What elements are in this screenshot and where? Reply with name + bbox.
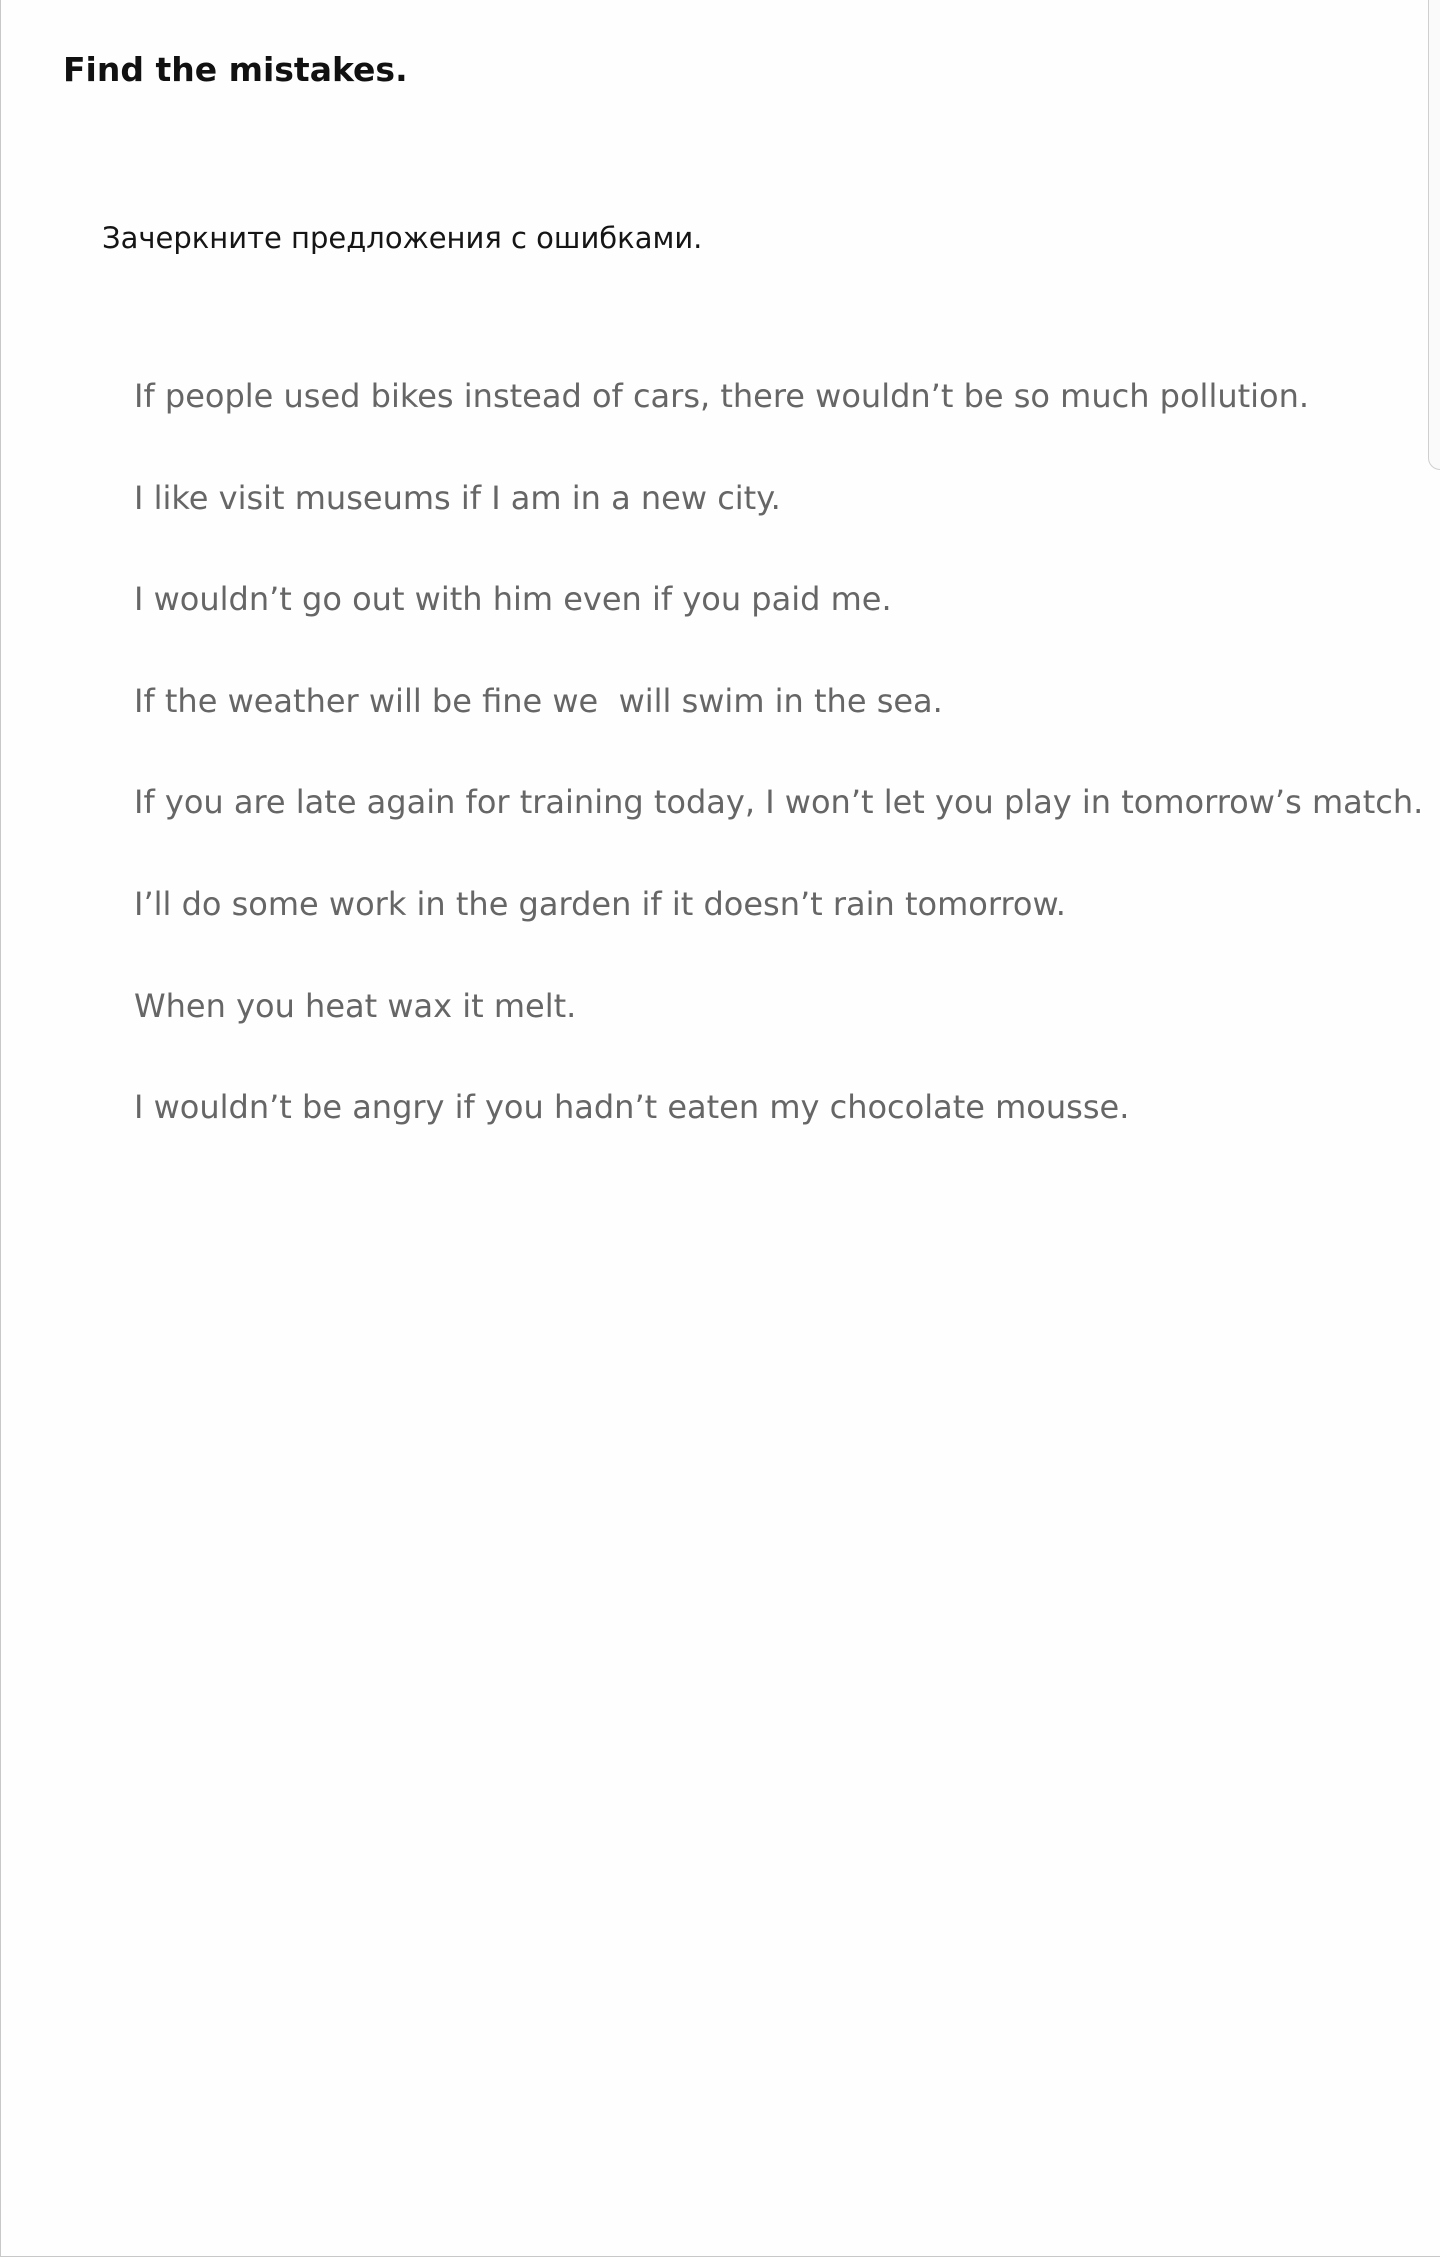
sentence-item-5[interactable]: If you are late again for training today, I won’t let you play in tomorrow’s match.	[134, 783, 1424, 822]
sentence-item-3[interactable]: I wouldn’t go out with him even if you paid me.	[134, 580, 892, 619]
sentence-item-6[interactable]: I’ll do some work in the garden if it doesn’t rain tomorrow.	[134, 884, 1066, 923]
sentence-item-7[interactable]: When you heat wax it melt.	[134, 986, 577, 1025]
sentence-item-8[interactable]: I wouldn’t be angry if you hadn’t eaten my chocolate mousse.	[134, 1088, 1130, 1127]
sentence-list	[134, 372, 1423, 1185]
sentence-item-1[interactable]: If people used bikes instead of cars, there wouldn’t be so much pollution.	[134, 377, 1310, 415]
sentence-item-2[interactable]: I like visit museums if I am in a new city.	[134, 478, 781, 517]
sentence-item-4[interactable]: If the weather will be fine we will swim in the sea.	[134, 681, 943, 720]
task-title: Find the mistakes.	[63, 50, 408, 89]
task-instruction: Зачеркните предложения с ошибками.	[102, 221, 703, 255]
side-panel-edge[interactable]	[1428, 0, 1440, 470]
